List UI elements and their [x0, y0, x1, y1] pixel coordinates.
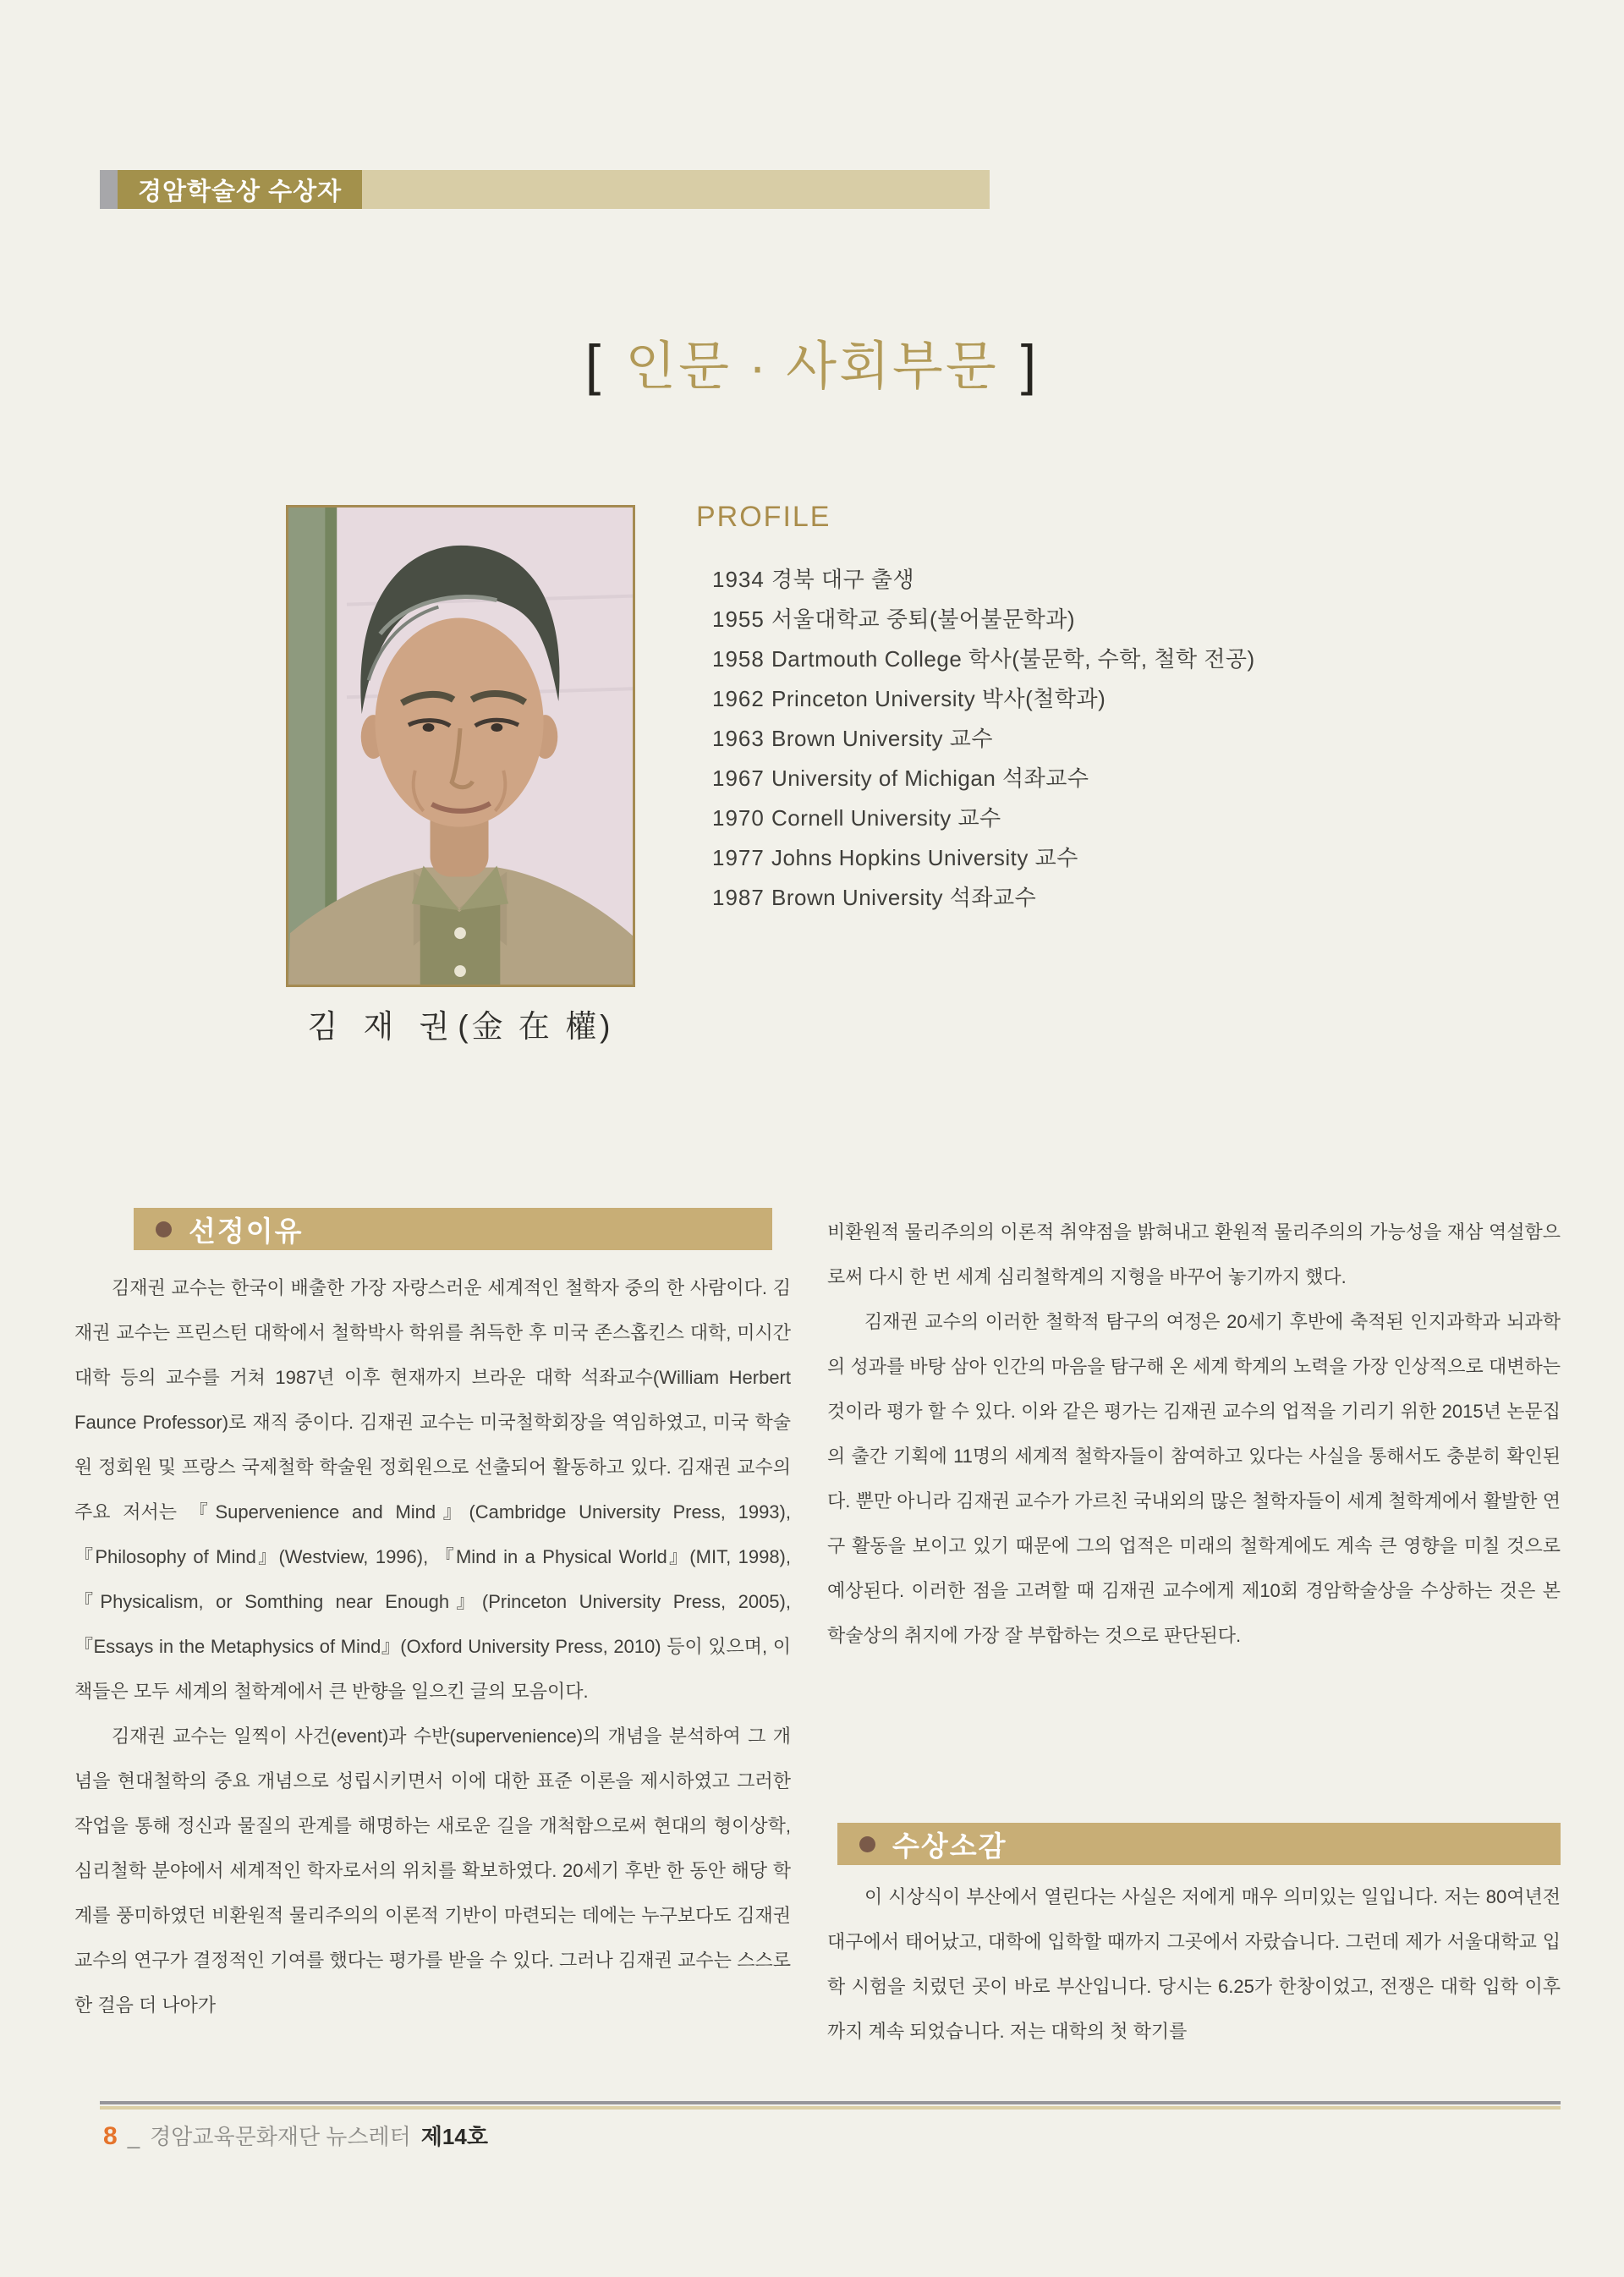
profile-year: 1958 [712, 646, 765, 672]
profile-row [712, 719, 1473, 759]
page-title [0, 324, 1624, 399]
profile-year: 1934 [712, 567, 765, 592]
footer-rule-dark [100, 2101, 1561, 2104]
profile-row [712, 798, 1473, 838]
profile-year: 1967 [712, 765, 765, 791]
profile-row [712, 639, 1473, 679]
footer [103, 2120, 488, 2151]
profile-year: 1977 [712, 845, 765, 870]
profile-row [712, 878, 1473, 918]
profile-desc: 서울대학교 중퇴(불어불문학과) [771, 606, 1076, 632]
bullet-icon [859, 1836, 875, 1852]
profile-row [712, 759, 1473, 798]
profile-year: 1963 [712, 726, 765, 751]
profile-row [712, 838, 1473, 878]
title-bracket-left: [ [584, 333, 604, 396]
profile-desc: Cornell University 교수 [771, 805, 1001, 831]
laureate-name-korean: 김 재 권 [307, 1009, 458, 1044]
profile-desc: University of Michigan 석좌교수 [771, 765, 1089, 791]
acceptance-section-header [837, 1823, 1561, 1865]
selection-heading: 선정이유 [189, 1215, 304, 1247]
acceptance-text-column [827, 1874, 1561, 2054]
footer-newsletter-name: 경암교육문화재단 뉴스레터 [150, 2124, 411, 2149]
profile-desc: Princeton University 박사(철학과) [771, 686, 1106, 711]
profile-row [712, 560, 1473, 600]
acceptance-heading: 수상소감 [892, 1830, 1007, 1862]
profile-row [712, 679, 1473, 719]
profile-heading: PROFILE [696, 501, 831, 533]
acceptance-paragraph: 이 시상식이 부산에서 열린다는 사실은 저에게 매우 의미있는 일입니다. 저는 80여년전 대구에서 태어났고, 대학에 입학할 때까지 그곳에서 자랐습니다. 그런데 제가 서울대학교 입학 시험을 치렀던 곳이 바로 부산입니다. 당시는 6.25가 한창이었고, 전쟁은 대학 입학 이후까지 계속 되었습니다. 저는 대학의 첫 학기를 [827, 1886, 1561, 2042]
profile-year: 1962 [712, 686, 765, 711]
laureate-name [286, 1001, 635, 1046]
laureate-name-hanja: (金 在 權) [458, 1009, 614, 1044]
profile-year: 1955 [712, 606, 765, 632]
bullet-icon [156, 1221, 172, 1237]
profile-desc: Johns Hopkins University 교수 [771, 845, 1078, 870]
footer-page-number: 8 [103, 2122, 118, 2150]
tag-gray-block [100, 170, 118, 209]
selection-text-column [74, 1265, 791, 2027]
title-text: 인문 · 사회부문 [625, 337, 999, 396]
profile-desc: Dartmouth College 학사(불문학, 수학, 철학 전공) [771, 646, 1255, 672]
selection-paragraph: 비환원적 물리주의의 이론적 취약점을 밝혀내고 환원적 물리주의의 가능성을 재삼 역설함으로써 다시 한 번 세계 심리철학계의 지형을 바꾸어 놓기까지 했다. [827, 1221, 1561, 1287]
selection-paragraph: 김재권 교수의 이러한 철학적 탐구의 여정은 20세기 후반에 축적된 인지과학과 뇌과학의 성과를 바탕 삼아 인간의 마음을 탐구해 온 세계 학계의 노력을 가장 인상적으로 대변하는 것이라 평가 할 수 있다. 이와 같은 평가는 김재권 교수의 업적을 기리기 위한 2015년 논문집의 출간 기획에 11명의 세계적 철학자들이 참여하고 있다는 사실을 통해서도 충분히 확인된다. 뿐만 아니라 김재권 교수가 가르친 국내외의 많은 철학자들이 세계 철학계에서 활발한 연구 활동을 보이고 있기 때문에 그의 업적은 미래의 철학계에도 계속 큰 영향을 미칠 것으로 예상된다. 이러한 점을 고려할 때 김재권 교수에게 제10회 경암학술상을 수상하는 것은 본 학술상의 취지에 가장 잘 부합하는 것으로 판단된다. [827, 1311, 1561, 1646]
selection-paragraph: 김재권 교수는 일찍이 사건(event)과 수반(supervenience)의 개념을 분석하여 그 개념을 현대철학의 중요 개념으로 성립시키면서 이에 대한 표준 이론을 제시하였고 그러한 작업을 통해 정신과 물질의 관계를 해명하는 새로운 길을 개척함으로써 현대의 형이상학, 심리철학 분야에서 세계적인 학자로서의 위치를 확보하였다. 20세기 후반 한 동안 해당 학계를 풍미하였던 비환원적 물리주의의 이론적 기반이 마련되는 데에는 누구보다도 김재권 교수의 연구가 결정적인 기여를 했다는 평가를 받을 수 있다. 그러나 김재권 교수는 스스로 한 걸음 더 나아가 [74, 1726, 791, 2016]
selection-continuation-column [827, 1210, 1561, 1658]
footer-issue-number: 제14호 [420, 2124, 488, 2149]
selection-paragraph: 김재권 교수는 한국이 배출한 가장 자랑스러운 세계적인 철학자 중의 한 사람이다. 김재권 교수는 프린스턴 대학에서 철학박사 학위를 취득한 후 미국 존스홉킨스 대학, 미시간 대학 등의 교수를 거쳐 1987년 이후 현재까지 브라운 대학 석좌교수(William Herbert Faunce Professor)로 재직 중이다. 김재권 교수는 미국철학회장을 역임하였고, 미국 학술원 정회원 및 프랑스 국제철학 학술원 정회원으로 선출되어 활동하고 있다. 김재권 교수의 주요 저서는 『Supervenience and Mind』(Cambridge University Press, 1993), 『Philosophy of Mind』(Westview, 1996), 『Mind in a Physical World』(MIT, 1998), 『Physicalism, or Somthing near Enough』(Princeton University Press, 2005), 『Essays in the Metaphysics of Mind』(Oxford University Press, 2010) 등이 있으며, 이 책들은 모두 세계의 철학계에서 큰 반향을 일으킨 글의 모음이다. [74, 1277, 791, 1702]
award-tag-label: 경암학술상 수상자 [118, 170, 362, 209]
portrait-illustration [288, 508, 633, 985]
profile-desc: Brown University 교수 [771, 726, 994, 751]
profile-desc: Brown University 석좌교수 [771, 885, 1037, 910]
laureate-photo [286, 505, 635, 987]
selection-section-header [134, 1208, 772, 1250]
footer-separator: _ [127, 2124, 140, 2149]
profile-desc: 경북 대구 출생 [771, 567, 915, 592]
award-tag-bar [100, 170, 990, 209]
tag-bar-extension [362, 170, 990, 209]
title-bracket-right: ] [1020, 333, 1040, 396]
profile-row [712, 600, 1473, 639]
profile-year: 1987 [712, 885, 765, 910]
footer-rule-tan [100, 2106, 1561, 2110]
profile-list [712, 560, 1473, 918]
profile-year: 1970 [712, 805, 765, 831]
